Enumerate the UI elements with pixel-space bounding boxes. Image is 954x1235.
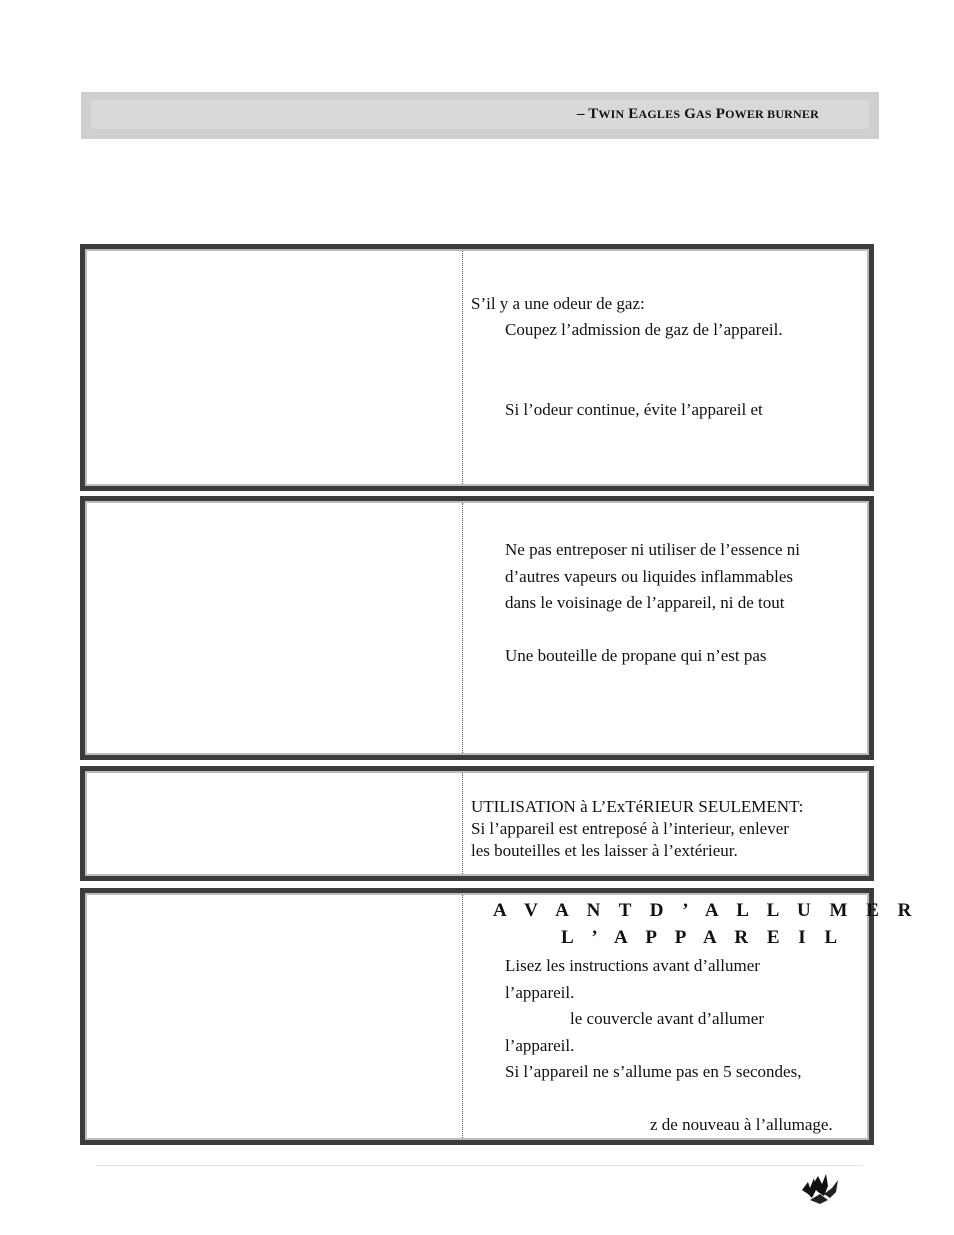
warning-text: z de nouveau à l’allumage. xyxy=(650,1115,833,1134)
warning-text: Si l’appareil est entreposé à l’interieur, enlever xyxy=(471,819,789,838)
title-part: WIN xyxy=(598,107,625,121)
lighting-heading: L ’ A P P A R E I L xyxy=(561,927,845,948)
warning-box-before-lighting xyxy=(80,888,919,1145)
warning-box-inner xyxy=(85,501,869,755)
warning-text: dans le voisinage de l’appareil, ni de tout xyxy=(505,593,785,612)
title-part: P xyxy=(711,106,726,122)
twin-eagles-logo-icon xyxy=(798,1168,844,1208)
footer-rule xyxy=(96,1165,863,1166)
warning-text: Si l’appareil ne s’allume pas en 5 secondes, xyxy=(505,1062,802,1081)
title-part: E xyxy=(624,106,639,122)
warning-box-inner xyxy=(85,249,869,486)
warning-box-outdoor-use xyxy=(80,766,874,881)
french-text-column xyxy=(463,773,867,874)
header-bar xyxy=(81,92,879,139)
french-text-column xyxy=(463,503,867,753)
title-part: AGLES xyxy=(638,107,681,121)
warning-text: les bouteilles et les laisser à l’extérieur. xyxy=(471,841,738,860)
warning-text: S’il y a une odeur de gaz: xyxy=(471,294,645,313)
warning-text: Si l’odeur continue, évite l’appareil et xyxy=(505,400,763,419)
header-inner xyxy=(91,100,869,129)
title-part: G xyxy=(680,106,697,122)
warning-box-gas-odor xyxy=(80,244,874,491)
french-text-column xyxy=(463,251,867,484)
warning-text: Lisez les instructions avant d’allumer xyxy=(505,956,760,975)
warning-text: l’appareil. xyxy=(505,1036,575,1055)
warning-heading: UTILISATION à L’ExTéRIEUR SEULEMENT: xyxy=(471,797,804,816)
french-text-column xyxy=(463,895,919,1138)
warning-text: Ne pas entreposer ni utiliser de l’essence ni xyxy=(505,540,801,559)
warning-box-inner xyxy=(85,771,869,876)
warning-box-flammables xyxy=(80,496,874,760)
title-part: – T xyxy=(576,106,599,122)
lighting-heading: A V A N T D ’ A L L U M E R xyxy=(493,900,919,921)
warning-text: d’autres vapeurs ou liquides inflammables xyxy=(505,567,793,586)
warning-text: le couvercle avant d’allumer xyxy=(570,1009,764,1028)
warning-text: l’appareil. xyxy=(505,983,575,1002)
warning-box-inner xyxy=(85,893,919,1140)
warning-text: Une bouteille de propane qui n’est pas xyxy=(505,646,767,665)
document-title xyxy=(577,106,819,123)
warning-text: Coupez l’admission de gaz de l’appareil. xyxy=(505,320,783,339)
title-part: AS xyxy=(696,107,712,121)
title-part: OWER BURNER xyxy=(725,107,819,121)
